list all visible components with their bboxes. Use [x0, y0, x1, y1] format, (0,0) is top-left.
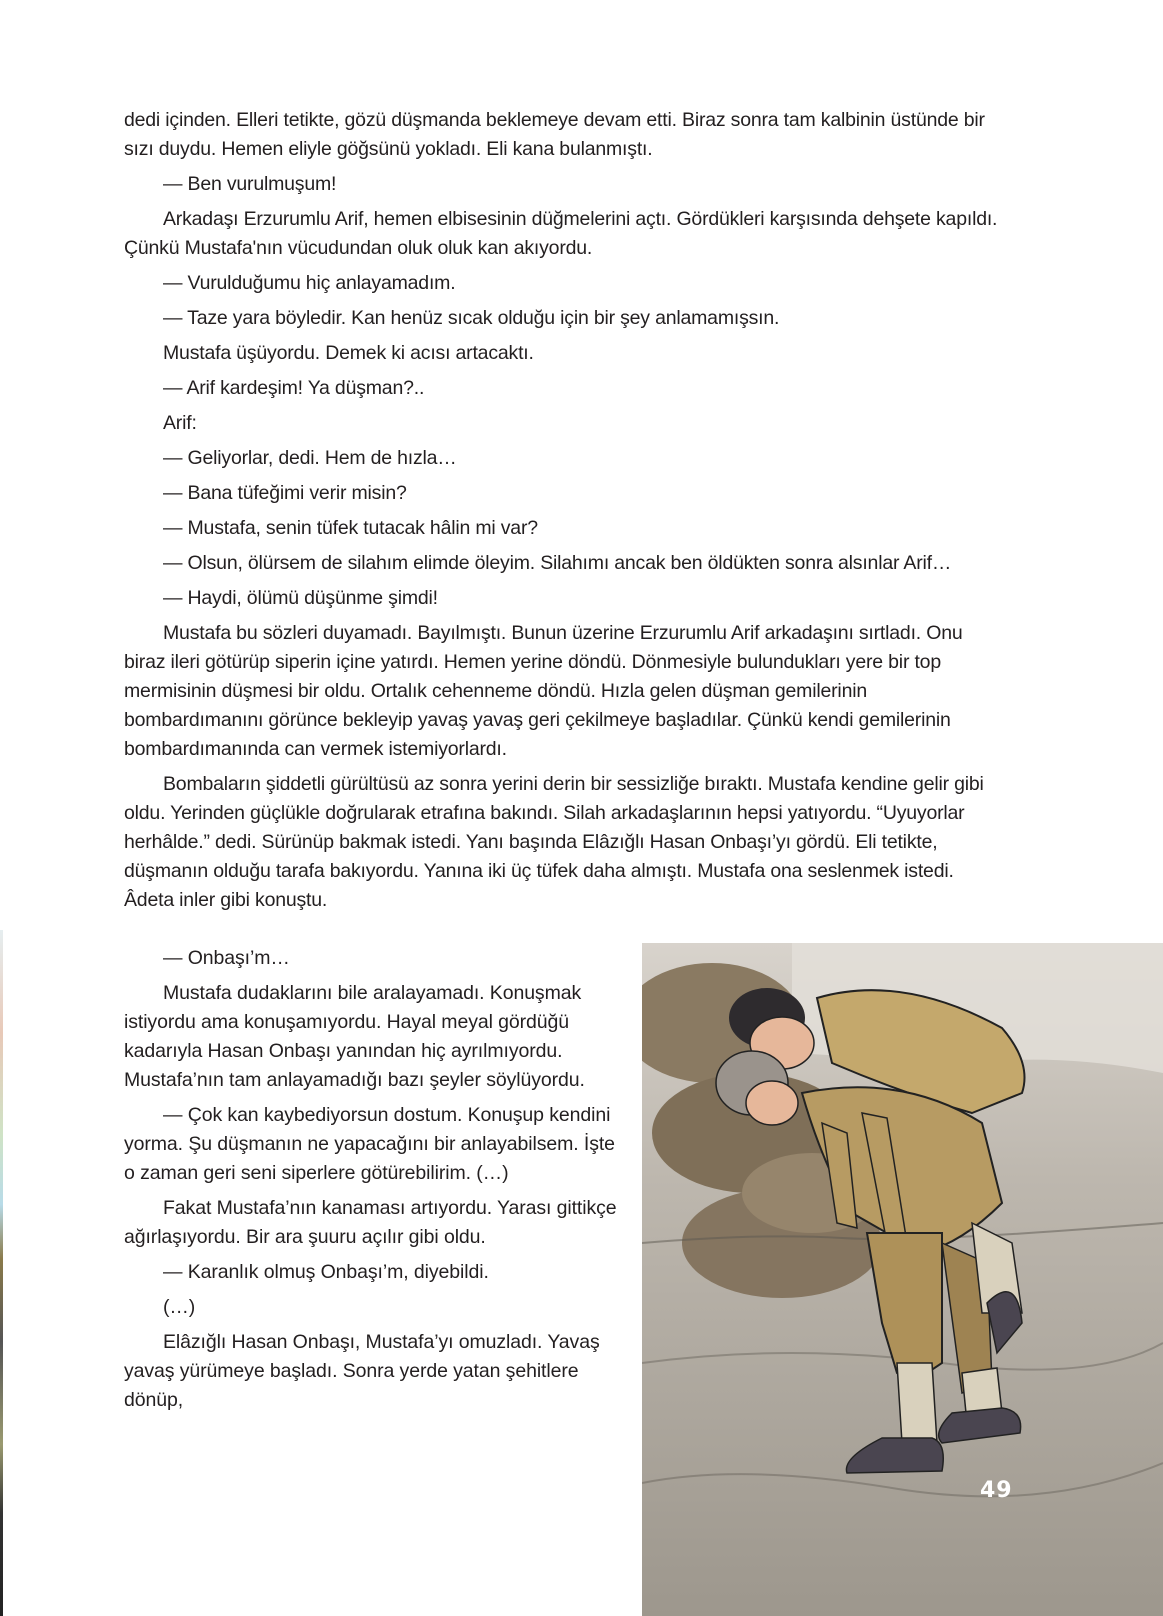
illustration-art [642, 943, 1163, 1616]
paragraph: — Geliyorlar, dedi. Hem de hızla… [163, 447, 457, 469]
paragraph: dedi içinden. Elleri tetikte, gözü düşmanda beklemeye devam etti. Biraz sonra tam kalbinin üstünde bir sızı duydu. Hemen eliyle göğsünü yokladı. Eli kana bulanmıştı. [124, 109, 985, 160]
paragraph: — Arif kardeşim! Ya düşman?.. [163, 377, 425, 399]
side-text-column [124, 944, 624, 1421]
paragraph: — Bana tüfeğimi verir misin? [163, 482, 407, 504]
paragraph: — Karanlık olmuş Onbaşı’m, diyebildi. [163, 1261, 489, 1283]
paragraph: Fakat Mustafa’nın kanaması artıyordu. Yarası gittikçe ağırlaşıyordu. Bir ara şuuru açılır gibi oldu. [124, 1197, 617, 1248]
paragraph: Mustafa dudaklarını bile aralayamadı. Konuşmak istiyordu ama konuşamıyordu. Hayal meyal gördüğü kadarıyla Hasan Onbaşı yanından hiç ayrılmıyordu. Mustafa’nın tam anlayamadığı bazı şeyler söylüyordu. [124, 982, 585, 1091]
paragraph: (…) [163, 1296, 196, 1318]
paragraph: — Onbaşı’m… [163, 947, 290, 969]
paragraph: — Vurulduğumu hiç anlayamadım. [163, 272, 456, 294]
paragraph: Bombaların şiddetli gürültüsü az sonra yerini derin bir sessizliğe bıraktı. Mustafa kendine gelir gibi oldu. Yerinden güçlükle doğrularak etrafına bakındı. Silah arkadaşlarının hepsi yatıyordu. “Uyuyorlar herhâlde.” dedi. Sürünüp bakmak istedi. Yanı başında Elâzığlı Hasan Onbaşı’yı gördü. Eli tetikte, düşmanın olduğu tarafa bakıyordu. Yanına iki üç tüfek daha almıştı. Mustafa ona seslenmek istedi. Âdeta inler gibi konuştu. [124, 773, 984, 911]
paragraph: Elâzığlı Hasan Onbaşı, Mustafa’yı omuzladı. Yavaş yavaş yürümeye başladı. Sonra yerde yatan şehitlere dönüp, [124, 1331, 600, 1411]
soldier-illustration [642, 943, 1163, 1616]
paragraph: — Taze yara böyledir. Kan henüz sıcak olduğu için bir şey anlamamışsın. [163, 307, 780, 329]
paragraph: — Olsun, ölürsem de silahım elimde öleyim. Silahımı ancak ben öldükten sonra alsınlar Arif… [163, 552, 952, 574]
paragraph: Mustafa üşüyordu. Demek ki acısı artacaktı. [163, 342, 534, 364]
paragraph: Arif: [163, 412, 197, 434]
paragraph: — Haydi, ölümü düşünme şimdi! [163, 587, 438, 609]
paragraph: — Mustafa, senin tüfek tutacak hâlin mi var? [163, 517, 538, 539]
page-number: 49 [980, 1478, 1013, 1503]
paragraph: Arkadaşı Erzurumlu Arif, hemen elbisesinin düğmelerini açtı. Gördükleri karşısında dehşete kapıldı. Çünkü Mustafa'nın vücudundan oluk oluk kan akıyordu. [124, 208, 998, 259]
paragraph: — Ben vurulmuşum! [163, 173, 337, 195]
paragraph: Mustafa bu sözleri duyamadı. Bayılmıştı. Bunun üzerine Erzurumlu Arif arkadaşını sırtladı. Onu biraz ileri götürüp siperin içine yatırdı. Hemen yerine döndü. Dönmesiyle bulundukları yere bir top mermisinin düşmesi bir oldu. Ortalık cehenneme döndü. Hızla gelen düşman gemilerinin bombardımanını görünce bekleyip yavaş yavaş geri çekilmeye başladılar. Çünkü kendi gemilerinin bombardımanında can vermek istemiyorlardı. [124, 622, 963, 760]
page-binding-edge [0, 930, 3, 1616]
paragraph: — Çok kan kaybediyorsun dostum. Konuşup kendini yorma. Şu düşmanın ne yapacağını bir anlayabilsem. İşte o zaman geri seni siperlere götürebilirim. (…) [124, 1104, 615, 1184]
main-text-column [124, 106, 1004, 921]
